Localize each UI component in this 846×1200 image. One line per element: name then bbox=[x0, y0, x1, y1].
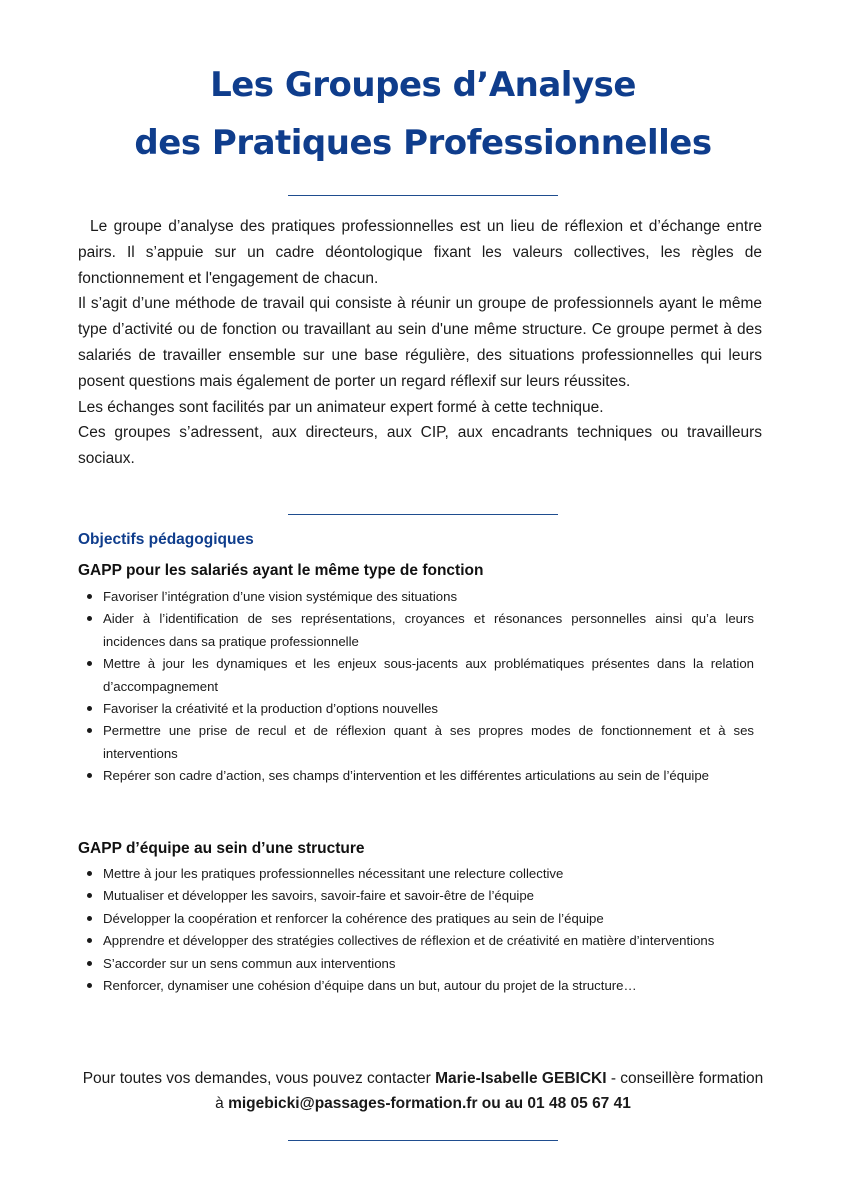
list-item: Aider à l’identification de ses représentations, croyances et résonances personnelles ainsi qu’a leurs incidences dans sa pratique professionnelle bbox=[78, 608, 754, 653]
bullet-icon bbox=[87, 706, 92, 711]
section-2-list bbox=[78, 863, 754, 997]
list-item: Développer la coopération et renforcer la cohérence des pratiques au sein de l’équipe bbox=[78, 908, 754, 930]
list-item: Renforcer, dynamiser une cohésion d’équipe dans un but, autour du projet de la structure… bbox=[78, 975, 754, 997]
contact-email-phone[interactable]: migebicki@passages-formation.fr ou au 01 48 05 67 41 bbox=[228, 1095, 631, 1112]
divider-bottom bbox=[288, 1140, 558, 1141]
title-line-2: des Pratiques Professionnelles bbox=[134, 123, 712, 163]
contact-block bbox=[78, 1066, 768, 1116]
bullet-icon bbox=[87, 616, 92, 621]
contact-prefix: Pour toutes vos demandes, vous pouvez contacter bbox=[82, 1070, 436, 1087]
bullet-icon bbox=[87, 916, 92, 921]
list-item: Permettre une prise de recul et de réflexion quant à ses propres modes de fonctionnement et à ses interventions bbox=[78, 720, 754, 765]
bullet-icon bbox=[87, 938, 92, 943]
bullet-icon bbox=[87, 961, 92, 966]
list-item: Mutualiser et développer les savoirs, savoir-faire et savoir-être de l’équipe bbox=[78, 885, 754, 907]
list-item: Favoriser la créativité et la production d’options nouvelles bbox=[78, 698, 754, 720]
divider-top bbox=[288, 195, 558, 196]
intro-paragraph-4: Ces groupes s’adressent, aux directeurs, aux CIP, aux encadrants techniques ou travailleurs sociaux. bbox=[78, 424, 762, 468]
bullet-icon bbox=[87, 893, 92, 898]
list-item: Mettre à jour les pratiques professionnelles nécessitant une relecture collective bbox=[78, 863, 754, 885]
bullet-icon bbox=[87, 661, 92, 666]
bullet-icon bbox=[87, 594, 92, 599]
list-item: S’accorder sur un sens commun aux interventions bbox=[78, 953, 754, 975]
contact-middle: - conseillère formation à bbox=[215, 1070, 764, 1112]
list-item: Repérer son cadre d’action, ses champs d’intervention et les différentes articulations au sein de l’équipe bbox=[78, 765, 754, 787]
intro-text bbox=[78, 214, 762, 472]
bullet-icon bbox=[87, 983, 92, 988]
bullet-icon bbox=[87, 773, 92, 778]
list-item: Apprendre et développer des stratégies collectives de réflexion et de créativité en matière d’interventions bbox=[78, 930, 754, 952]
bullet-icon bbox=[87, 728, 92, 733]
bullet-icon bbox=[87, 871, 92, 876]
intro-paragraph-1: Le groupe d’analyse des pratiques professionnelles est un lieu de réflexion et d’échange entre pairs. Il s’appuie sur un cadre déontologique fixant les valeurs collectives, les règles de fonctionnement et l'engagement de chacun. bbox=[78, 218, 762, 287]
section-1-heading: GAPP pour les salariés ayant le même type de fonction bbox=[78, 562, 484, 579]
list-item: Mettre à jour les dynamiques et les enjeux sous-jacents aux problématiques présentes dans la relation d’accompagnement bbox=[78, 653, 754, 698]
divider-middle bbox=[288, 514, 558, 515]
objectives-heading: Objectifs pédagogiques bbox=[78, 531, 254, 548]
section-2-heading: GAPP d’équipe au sein d’une structure bbox=[78, 840, 365, 857]
title-line-1: Les Groupes d’Analyse bbox=[210, 65, 636, 105]
section-1-list bbox=[78, 586, 754, 788]
list-item: Favoriser l’intégration d’une vision systémique des situations bbox=[78, 586, 754, 608]
page-title bbox=[0, 56, 846, 172]
contact-name: Marie-Isabelle GEBICKI bbox=[435, 1070, 607, 1087]
intro-paragraph-2: Il s’agit d’une méthode de travail qui consiste à réunir un groupe de professionnels ayant le même type d’activité ou de fonction ou travaillant au sein d'une même structure. Ce groupe permet à des salariés de travailler ensemble sur une base régulière, des situations professionnelles qui leurs posent questions mais également de porter un regard réflexif sur leurs réussites. bbox=[78, 295, 762, 390]
intro-paragraph-3: Les échanges sont facilités par un animateur expert formé à cette technique. bbox=[78, 398, 604, 416]
